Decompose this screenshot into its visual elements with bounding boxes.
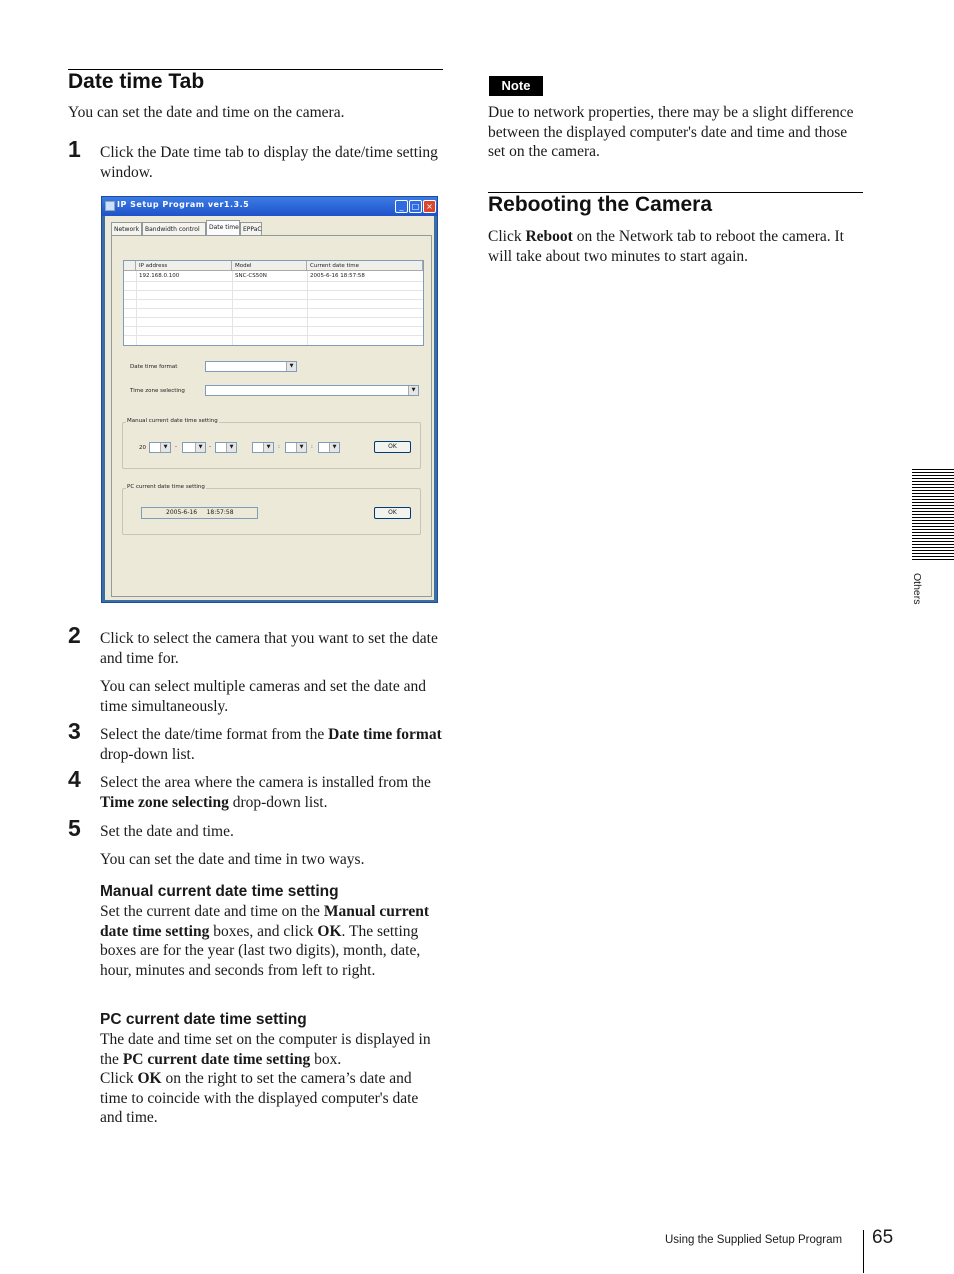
- manual-ok-button[interactable]: OK: [374, 441, 411, 453]
- column-ip-address[interactable]: IP address: [136, 261, 232, 271]
- separator: :: [278, 444, 280, 450]
- second-select[interactable]: [318, 442, 340, 453]
- row-datetime[interactable]: 2005-6-16 18:57:58: [310, 273, 365, 279]
- date-format-label: Date time format: [130, 364, 178, 370]
- note-badge: Note: [489, 76, 543, 96]
- window-titlebar: [102, 197, 437, 216]
- section-label-others: Others: [911, 573, 923, 605]
- step-2-extra: You can select multiple cameras and set the date and time simultaneously.: [100, 678, 426, 715]
- pc-ok-button[interactable]: OK: [374, 507, 411, 519]
- app-icon: [105, 201, 115, 211]
- setup-program-screenshot: [101, 196, 438, 603]
- close-icon[interactable]: ×: [423, 200, 436, 213]
- step-5-extra: You can set the date and time in two ways.: [100, 851, 365, 868]
- step-3-number: 3: [68, 718, 81, 744]
- chevron-down-icon: ▼: [263, 443, 273, 452]
- step-1-text: Click the Date time tab to display the date/time setting window.: [100, 144, 438, 181]
- time-zone-dropdown[interactable]: [205, 385, 419, 396]
- step-2-number: 2: [68, 622, 81, 648]
- hour-select[interactable]: [252, 442, 274, 453]
- year-prefix: 20: [139, 445, 146, 451]
- manual-group-label: Manual current date time setting: [127, 418, 218, 424]
- pc-date-time-group: [122, 484, 421, 535]
- step-1-number: 1: [68, 136, 81, 162]
- chevron-down-icon: ▼: [296, 443, 306, 452]
- date-time-panel: [111, 235, 432, 597]
- tab-network[interactable]: Network: [111, 222, 142, 235]
- rebooting-text: Click Reboot on the Network tab to reboot the camera. It will take about two minutes to start again.: [488, 228, 844, 265]
- manual-description: Set the current date and time on the Manual current date time setting boxes, and click OK. The setting boxes are for the year (last two digits), month, date, hour, minutes and seconds from left to right.: [100, 903, 430, 979]
- year-select[interactable]: [149, 442, 171, 453]
- section-index-tab: [912, 469, 954, 561]
- step-4-number: 4: [68, 766, 81, 792]
- step-4-text: Select the area where the camera is installed from the Time zone selecting drop-down list.: [100, 774, 431, 811]
- step-5-number: 5: [68, 815, 81, 841]
- pc-description: The date and time set on the computer is displayed in the PC current date time setting box. Click OK on the right to set the camera’s date and time to coincide with the displayed computer's date and time.: [100, 1031, 431, 1126]
- note-text: Due to network properties, there may be a slight difference between the displayed computer's date and time and those set on the camera.: [488, 104, 854, 160]
- chevron-down-icon: ▼: [329, 443, 339, 452]
- intro-text: You can set the date and time on the camera.: [68, 104, 345, 121]
- pc-date-time-display: 2005-6-16 18:57:58: [141, 507, 258, 519]
- column-current-date-time[interactable]: Current date time: [307, 261, 423, 271]
- time-zone-label: Time zone selecting: [130, 388, 185, 394]
- chevron-down-icon: ▼: [286, 362, 296, 371]
- camera-list[interactable]: [123, 260, 424, 346]
- separator: -: [175, 444, 177, 450]
- tab-eppac[interactable]: EPPaC: [240, 222, 262, 235]
- step-3-text: Select the date/time format from the Date time format drop-down list.: [100, 726, 442, 763]
- window-title: IP Setup Program ver1.3.5: [117, 200, 250, 209]
- step-2-text: Click to select the camera that you want to set the date and time for.: [100, 630, 438, 667]
- manual-subheading: Manual current date time setting: [100, 883, 339, 900]
- tab-bandwidth-control[interactable]: Bandwidth control: [142, 222, 206, 235]
- separator: :: [311, 444, 313, 450]
- row-model[interactable]: SNC-CS50N: [235, 273, 267, 279]
- step-5-text: Set the date and time.: [100, 823, 234, 840]
- month-select[interactable]: [182, 442, 206, 453]
- chevron-down-icon: ▼: [195, 443, 205, 452]
- footer-divider: [863, 1230, 864, 1273]
- manual-date-time-group: [122, 418, 421, 469]
- chevron-down-icon: ▼: [408, 386, 418, 395]
- minute-select[interactable]: [285, 442, 307, 453]
- row-ip[interactable]: 192.168.0.100: [139, 273, 180, 279]
- column-blank: [124, 261, 136, 271]
- window-body: [105, 216, 434, 600]
- minimize-icon[interactable]: _: [395, 200, 408, 213]
- column-model[interactable]: Model: [232, 261, 307, 271]
- date-format-dropdown[interactable]: [205, 361, 297, 372]
- pc-subheading: PC current date time setting: [100, 1011, 307, 1028]
- pc-group-label: PC current date time setting: [127, 484, 205, 490]
- page-number: 65: [872, 1227, 894, 1248]
- separator: -: [209, 444, 211, 450]
- chevron-down-icon: ▼: [226, 443, 236, 452]
- tab-date-time[interactable]: Date time: [206, 220, 240, 236]
- chevron-down-icon: ▼: [160, 443, 170, 452]
- page-title: Date time Tab: [68, 70, 205, 93]
- footer-section-title: Using the Supplied Setup Program: [665, 1234, 843, 1246]
- maximize-icon[interactable]: □: [409, 200, 422, 213]
- rebooting-heading: Rebooting the Camera: [488, 193, 713, 216]
- day-select[interactable]: [215, 442, 237, 453]
